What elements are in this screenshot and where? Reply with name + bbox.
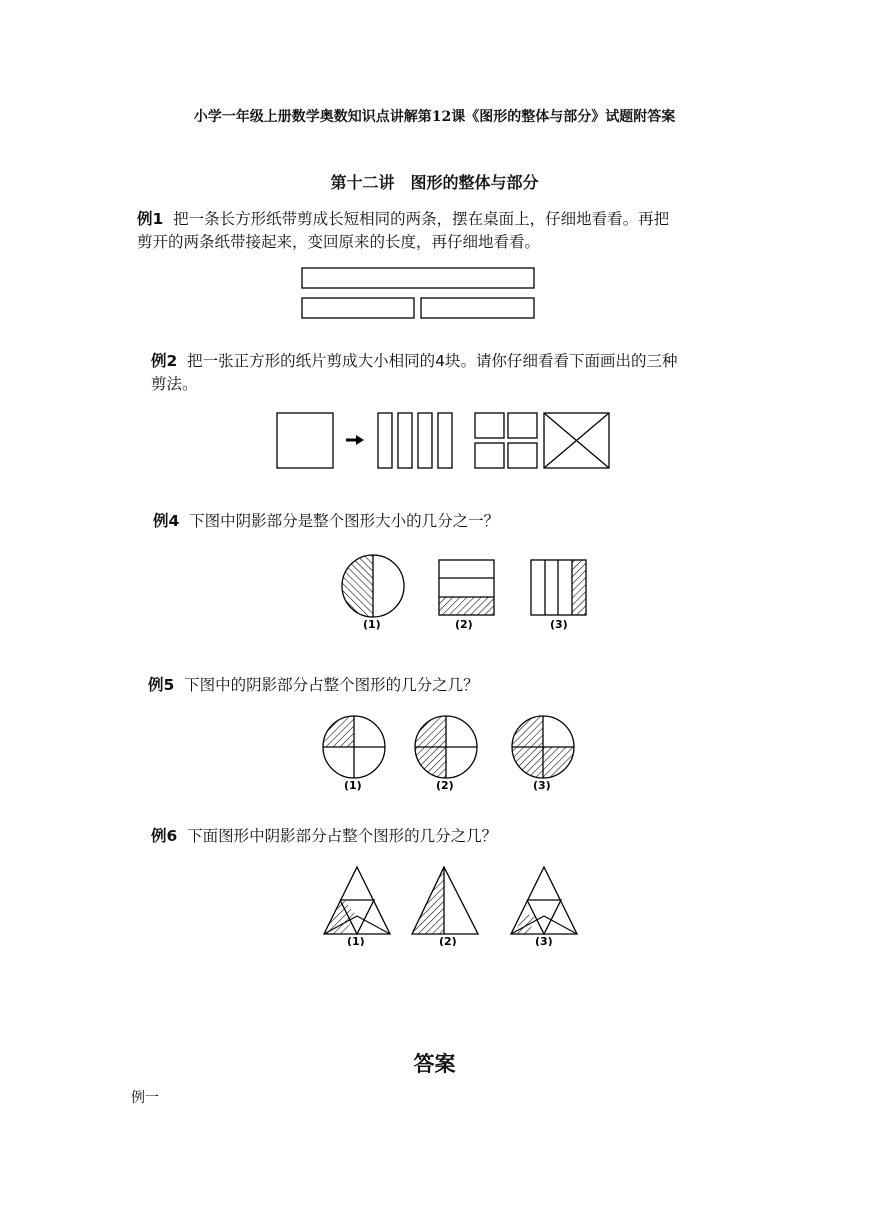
figure-label-3: (3) <box>550 618 568 631</box>
example-4-text: 例4 下图中阴影部分是整个图形大小的几分之一？ <box>153 512 500 530</box>
example-2-line-2: 剪法。 <box>151 375 198 393</box>
figure-label-1: (1) <box>363 618 381 631</box>
figure-label-2: (2) <box>436 779 454 792</box>
figure-label-3: (3) <box>535 935 553 946</box>
circle-three-quarters-shaded <box>512 716 574 778</box>
cut-into-strips <box>378 413 452 468</box>
cut-strip-right <box>421 298 534 318</box>
example-2-line-1: 例2 把一张正方形的纸片剪成大小相同的4块。请你仔细看看下面画出的三种 <box>151 352 678 370</box>
example-1-line-2: 剪开的两条纸带接起来，变回原来的长度，再仔细地看看。 <box>137 233 541 251</box>
example-6-figure <box>320 862 585 946</box>
example-4-figure <box>330 550 610 635</box>
triangle-figure-2 <box>412 867 478 934</box>
example-5-figure <box>318 712 586 794</box>
example-5-text: 例5 下图中的阴影部分占整个图形的几分之几？ <box>148 676 479 694</box>
example-1-label: 例1 <box>137 210 164 228</box>
example-6-text: 例6 下面图形中阴影部分占整个图形的几分之几？ <box>151 827 498 845</box>
example-1-figure <box>300 266 540 322</box>
example-1-line-1: 例1 把一条长方形纸带剪成长短相同的两条，摆在桌面上，仔细地看看。再把 <box>137 210 670 228</box>
example-5-label: 例5 <box>148 676 175 694</box>
uncut-paper-strip <box>302 268 534 288</box>
cut-into-small-squares <box>475 413 537 468</box>
answer-example-1: 例一 <box>131 1090 159 1106</box>
example-2-figure <box>274 410 614 472</box>
document-title: 小学一年级上册数学奥数知识点讲解第12课《图形的整体与部分》试题附答案 <box>193 109 676 125</box>
third-shaded-square <box>439 560 494 615</box>
figure-label-3: (3) <box>533 779 551 792</box>
quarter-shaded-square <box>531 560 586 615</box>
circle-two-quarters-shaded <box>415 716 477 778</box>
half-shaded-circle <box>342 555 404 617</box>
triangle-figure-3 <box>511 867 577 934</box>
example-2-label: 例2 <box>151 352 178 370</box>
cut-strip-left <box>302 298 414 318</box>
cut-into-triangles <box>544 413 609 468</box>
figure-label-2: (2) <box>439 935 457 946</box>
example-4-label: 例4 <box>153 512 180 530</box>
figure-label-1: (1) <box>344 779 362 792</box>
example-6-label: 例6 <box>151 827 178 845</box>
example-2-text <box>151 350 751 396</box>
figure-label-1: (1) <box>347 935 365 946</box>
arrow-icon <box>346 435 364 445</box>
whole-square <box>277 413 333 468</box>
answers-heading: 答案 <box>413 1051 456 1076</box>
triangle-figure-1 <box>324 867 390 934</box>
lecture-title: 第十二讲 图形的整体与部分 <box>330 173 539 192</box>
figure-label-2: (2) <box>455 618 473 631</box>
example-1-text <box>137 208 737 254</box>
circle-one-quarter-shaded <box>323 716 385 778</box>
